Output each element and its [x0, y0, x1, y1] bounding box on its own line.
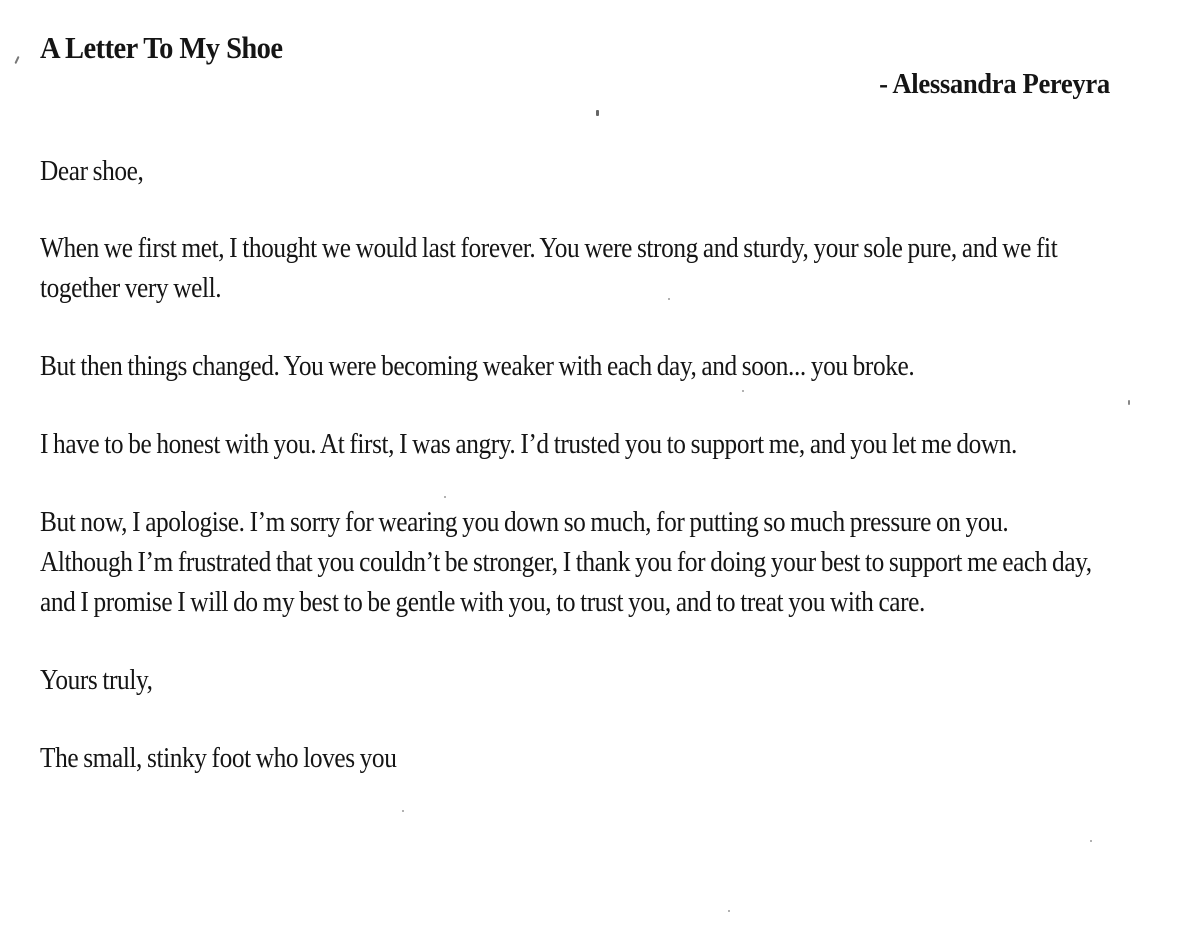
- scan-speck: [14, 56, 19, 64]
- scan-speck: [596, 110, 599, 116]
- scan-speck: [728, 910, 730, 912]
- scan-speck: [1090, 840, 1092, 842]
- paragraph-1: When we first met, I thought we would last forever. You were strong and sturdy, your sole pure, and we fit together very well.: [40, 233, 1058, 304]
- signature: The small, stinky foot who loves you: [40, 743, 397, 774]
- closing: Yours truly,: [40, 665, 153, 696]
- scan-speck: [402, 810, 404, 812]
- author-name: - Alessandra Pereyra: [879, 68, 1110, 100]
- letter-body: [40, 152, 1090, 817]
- scan-speck: [444, 496, 446, 498]
- paragraph-3: I have to be honest with you. At first, I was angry. I’d trusted you to support me, and you let me down.: [40, 429, 1017, 460]
- paragraph-2: But then things changed. You were becoming weaker with each day, and soon... you broke.: [40, 351, 915, 382]
- greeting: Dear shoe,: [40, 156, 144, 187]
- letter-title: A Letter To My Shoe: [40, 30, 283, 65]
- scan-speck: [1128, 400, 1130, 405]
- scan-speck: [742, 390, 744, 392]
- scan-speck: [668, 298, 670, 300]
- paragraph-4: But now, I apologise. I’m sorry for wearing you down so much, for putting so much pressure on you. Although I’m frustrated that you couldn’t be stronger, I thank you for doing your best to support me each day, and I promise I will do my best to be gentle with you, to trust you, and to treat you with care.: [40, 507, 1092, 618]
